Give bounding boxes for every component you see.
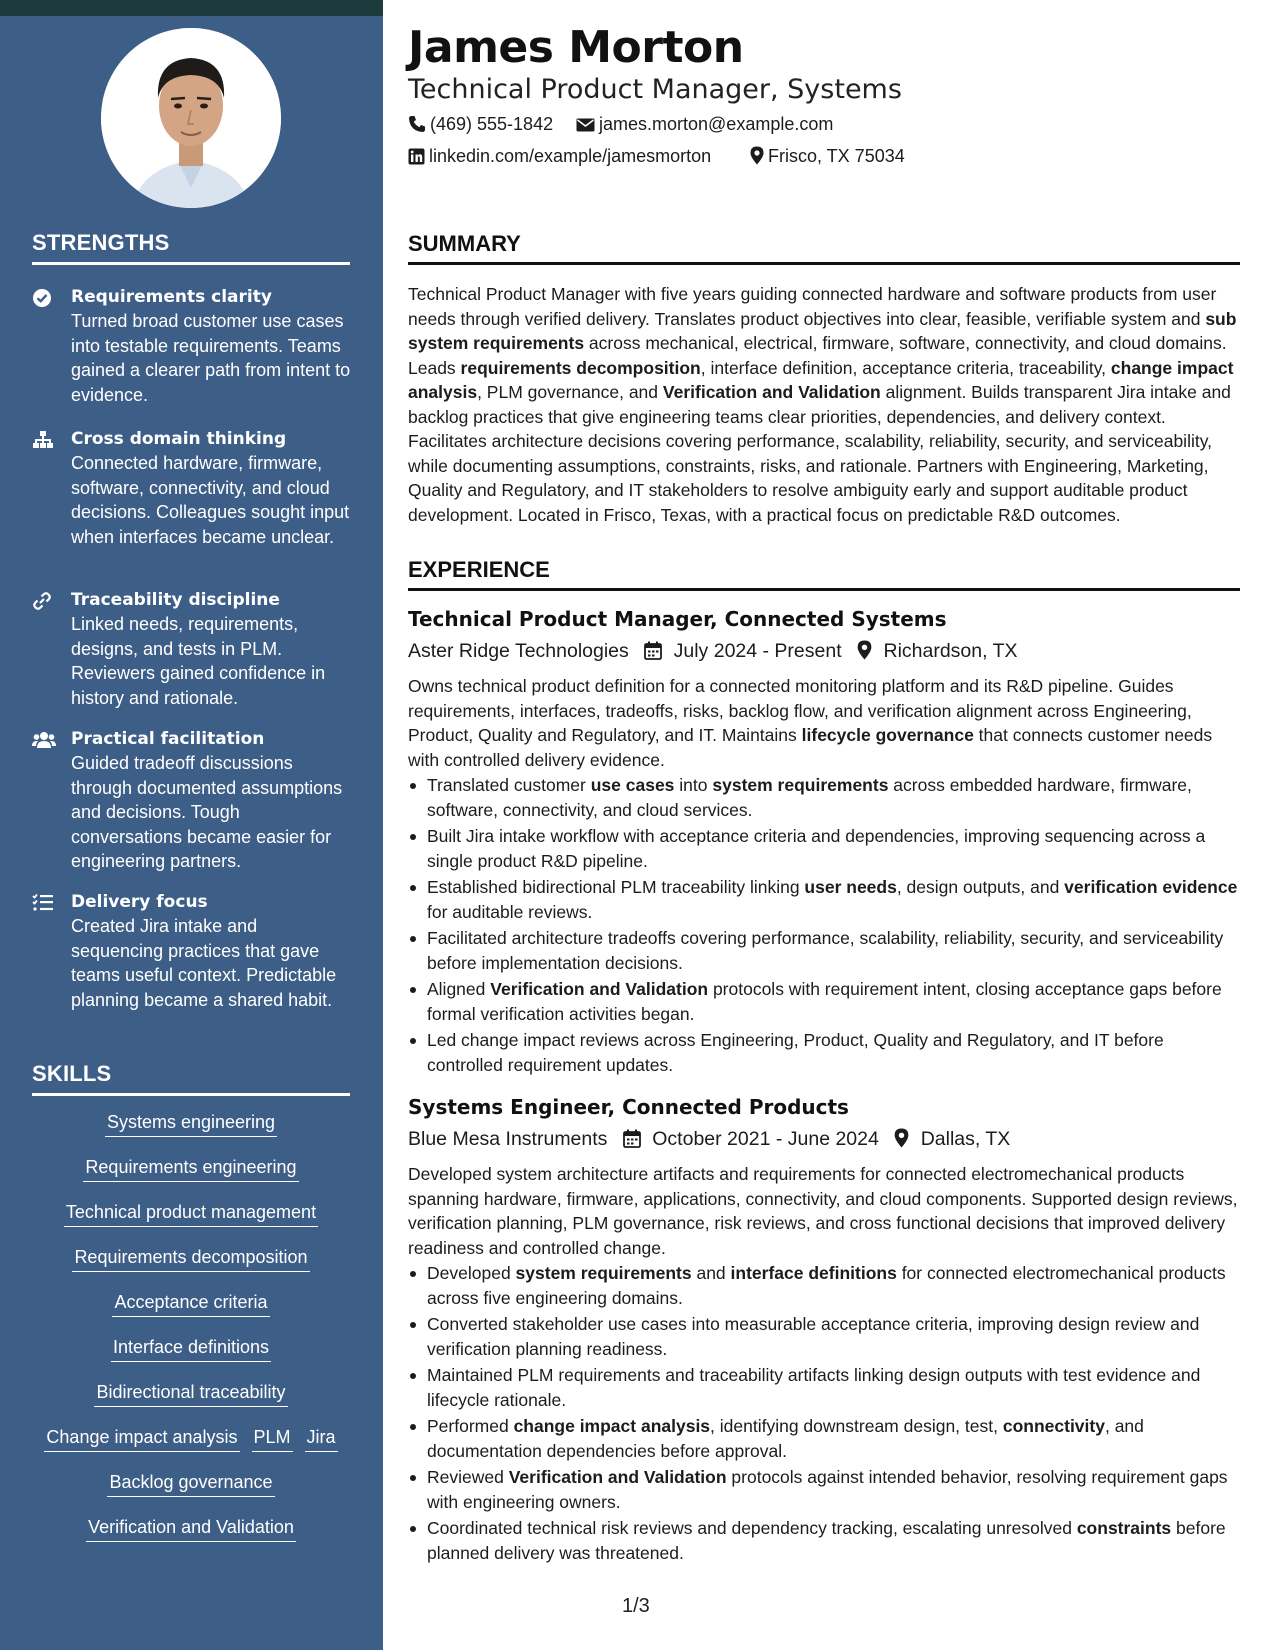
strength-desc: Linked needs, requirements, designs, and tests in PLM. Reviewers gained confidence in history and rationale. [71,614,326,708]
bullet-item: Coordinated technical risk reviews and dependency tracking, escalating unresolved constraints before planned delivery was threatened. [408,1516,1240,1565]
skill-tag: Bidirectional traceability [94,1382,287,1407]
skills-row [32,1427,350,1452]
users-icon [32,730,54,750]
skill-tag: Jira [305,1427,338,1452]
skills-heading: SKILLS [32,1061,350,1096]
candidate-title: Technical Product Manager, Systems [408,74,902,105]
skill-tag: Change impact analysis [44,1427,239,1452]
check-circle-icon [32,288,54,308]
job-meta [408,1128,1010,1151]
email-contact[interactable] [576,114,833,135]
page-number: 1/3 [622,1595,650,1617]
skills-row [32,1112,350,1137]
link-icon [32,591,54,611]
strength-title: Delivery focus [71,892,208,912]
map-pin-icon [857,640,872,662]
strength-item [32,427,352,549]
job-bullets [408,773,1240,1079]
linkedin-text[interactable]: linkedin.com/example/jamesmorton [429,146,712,166]
list-check-icon [32,893,54,913]
phone-icon [408,114,430,134]
bullet-item: Maintained PLM requirements and traceability artifacts linking design outputs with test evidence and lifecycle rationale. [408,1363,1240,1412]
map-pin-icon [750,146,768,166]
bullet-item: Built Jira intake workflow with acceptance criteria and dependencies, improving sequencing across a single product R&D pipeline. [408,824,1240,873]
summary-text: Technical Product Manager with five years guiding connected hardware and software products from user needs through verified delivery. Translates product objectives into clear, feasible, verifiable system and sub system requirements across mechanical, electrical, firmware, software, connectivity, and cloud domains. Leads requirements decomposition, interface definition, acceptance criteria, traceability, change impact analysis, PLM governance, and Verification and Validation alignment. Builds transparent Jira intake and backlog practices that give engineering teams clear priorities, dependencies, and delivery context. Facilitates architecture decisions covering performance, scalability, reliability, security, and serviceability, while documenting assumptions, constraints, risks, and rationale. Partners with Engineering, Marketing, Quality and Regulatory, and IT stakeholders to resolve ambiguity early and support auditable product development. Located in Frisco, Texas, with a practical focus on predictable R&D outcomes. [408,284,1237,525]
skills-row [32,1382,350,1407]
strength-desc: Connected hardware, firmware, software, connectivity, and cloud decisions. Colleagues sought input when interfaces became unclear. [71,453,350,547]
location-contact [750,146,905,167]
sidebar [0,0,383,1650]
strength-title: Practical facilitation [71,729,265,749]
linkedin-icon [408,146,429,166]
bullet-item: Performed change impact analysis, identifying downstream design, test, connectivity, and documentation dependencies before approval. [408,1414,1240,1463]
sitemap-icon [32,430,54,450]
skills-row [32,1247,350,1272]
job-bullets [408,1261,1240,1567]
strength-title: Cross domain thinking [71,429,287,449]
job-location: Richardson, TX [883,640,1018,662]
calendar-icon [623,1128,641,1150]
bullet-item: Aligned Verification and Validation protocols with requirement intent, closing acceptance gaps before formal verification activities began. [408,977,1240,1026]
job-dates: July 2024 - Present [673,640,842,662]
strength-item [32,727,352,874]
sidebar-top-band [0,0,383,16]
envelope-icon [576,114,599,134]
job-dates: October 2021 - June 2024 [652,1128,879,1150]
map-pin-icon [894,1128,909,1150]
strength-desc: Turned broad customer use cases into testable requirements. Teams gained a clearer path from intent to evidence. [71,311,351,405]
bullet-item: Translated customer use cases into system requirements across embedded hardware, firmware, software, connectivity, and cloud services. [408,773,1240,822]
bullet-item: Facilitated architecture tradeoffs covering performance, scalability, reliability, security, and serviceability before implementation decisions. [408,926,1240,975]
phone-contact [408,114,553,135]
strength-title: Traceability discipline [71,590,280,610]
skills-row [32,1202,350,1227]
strength-item [32,588,352,710]
skill-tag: Systems engineering [105,1112,277,1137]
company-name: Blue Mesa Instruments [408,1128,608,1150]
phone-text: (469) 555-1842 [430,114,554,134]
skills-row [32,1517,350,1542]
skill-tag: Verification and Validation [86,1517,296,1542]
bullet-item: Developed system requirements and interface definitions for connected electromechanical products across five engineering domains. [408,1261,1240,1310]
experience-heading: EXPERIENCE [408,557,1240,591]
strengths-heading: STRENGTHS [32,230,350,265]
summary-heading: SUMMARY [408,231,1240,265]
candidate-name: James Morton [408,22,744,73]
skills-row [32,1337,350,1362]
skills-row [32,1157,350,1182]
skill-tag: Technical product management [64,1202,318,1227]
skill-tag: Backlog governance [107,1472,274,1497]
strength-title: Requirements clarity [71,287,272,307]
profile-photo [101,28,281,208]
strength-desc: Guided tradeoff discussions through documented assumptions and decisions. Tough conversations became easier for engineering partners. [71,753,343,871]
skill-tag: Interface definitions [111,1337,271,1362]
skills-row [32,1292,350,1317]
company-name: Aster Ridge Technologies [408,640,629,662]
skill-tag: PLM [252,1427,293,1452]
strength-desc: Created Jira intake and sequencing practices that gave teams useful context. Predictable planning became a shared habit. [71,916,337,1010]
job-location: Dallas, TX [920,1128,1011,1150]
calendar-icon [644,640,662,662]
skill-tag: Acceptance criteria [112,1292,269,1317]
skill-tag: Requirements engineering [83,1157,298,1182]
job-description: Owns technical product definition for a connected monitoring platform and its R&D pipeline. Guides requirements, interfaces, tradeoffs, risks, backlog flow, and verification alignment across Engineering, Product, Quality and Regulatory, and IT. Maintains lifecycle governance that connects customer needs with controlled delivery evidence. [408,676,1213,770]
bullet-item: Led change impact reviews across Engineering, Product, Quality and Regulatory, and IT before controlled requirement updates. [408,1028,1240,1077]
strength-item [32,890,352,1012]
job-title: Systems Engineer, Connected Products [408,1095,849,1119]
linkedin-contact[interactable] [408,146,711,167]
bullet-item: Converted stakeholder use cases into measurable acceptance criteria, improving design review and verification planning readiness. [408,1312,1240,1361]
skill-tag: Requirements decomposition [72,1247,309,1272]
bullet-item: Established bidirectional PLM traceability linking user needs, design outputs, and verification evidence for auditable reviews. [408,875,1240,924]
job-title: Technical Product Manager, Connected Systems [408,607,947,631]
location-text: Frisco, TX 75034 [768,146,905,166]
skills-row [32,1472,350,1497]
job-meta [408,640,1018,663]
email-text[interactable]: james.morton@example.com [599,114,834,134]
job-description: Developed system architecture artifacts and requirements for connected electromechanical products spanning hardware, firmware, applications, connectivity, and cloud components. Supported design reviews, verification planning, PLM governance, risk reviews, and cross functional decisions that improved delivery readiness and controlled change. [408,1164,1238,1258]
strength-item [32,285,352,407]
bullet-item: Reviewed Verification and Validation protocols against intended behavior, resolving requirement gaps with engineering owners. [408,1465,1240,1514]
